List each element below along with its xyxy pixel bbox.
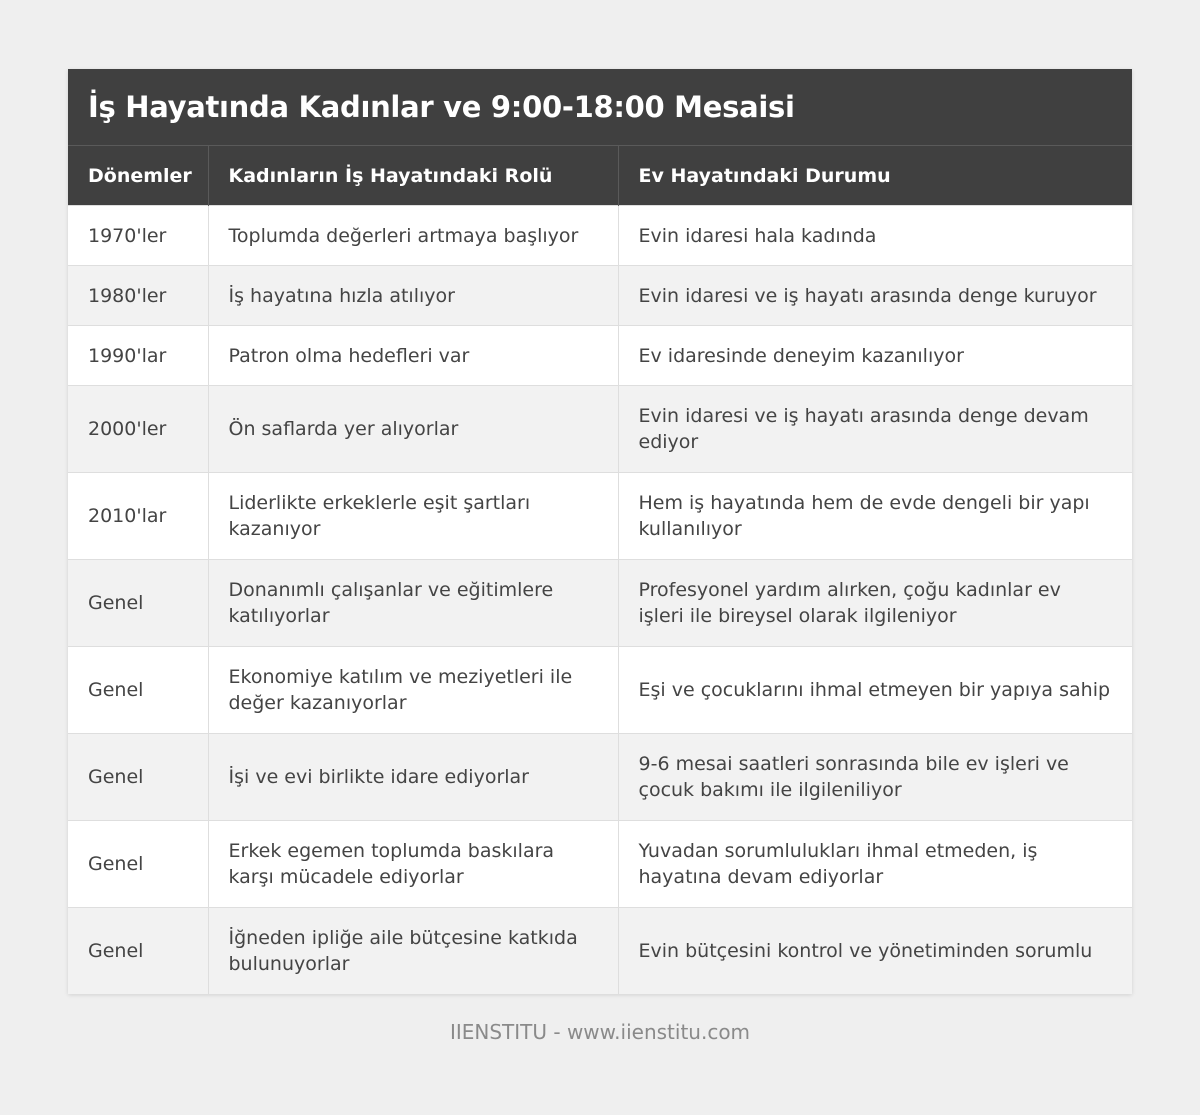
header-work-role: Kadınların İş Hayatındaki Rolü — [208, 146, 618, 206]
cell-home-status: Evin bütçesini kontrol ve yönetiminden sorumlu — [618, 908, 1132, 995]
table-row — [68, 647, 1132, 734]
table-row — [68, 326, 1132, 386]
cell-home-status: Ev idaresinde deneyim kazanılıyor — [618, 326, 1132, 386]
table-row — [68, 821, 1132, 908]
footer-credit: IIENSTITU - www.iienstitu.com — [449, 1020, 751, 1044]
cell-work-role: İşi ve evi birlikte idare ediyorlar — [208, 734, 618, 821]
header-period: Dönemler — [68, 146, 208, 206]
cell-home-status: Evin idaresi hala kadında — [618, 206, 1132, 266]
cell-period: Genel — [68, 560, 208, 647]
cell-home-status: Hem iş hayatında hem de evde dengeli bir yapı kullanılıyor — [618, 473, 1132, 560]
cell-home-status: Yuvadan sorumlulukları ihmal etmeden, iş hayatına devam ediyorlar — [618, 821, 1132, 908]
cell-period: Genel — [68, 908, 208, 995]
cell-work-role: Erkek egemen toplumda baskılara karşı mücadele ediyorlar — [208, 821, 618, 908]
cell-work-role: İğneden ipliğe aile bütçesine katkıda bulunuyorlar — [208, 908, 618, 995]
cell-period: 2000'ler — [68, 386, 208, 473]
cell-home-status: Eşi ve çocuklarını ihmal etmeyen bir yapıya sahip — [618, 647, 1132, 734]
table-row — [68, 908, 1132, 995]
header-home-status: Ev Hayatındaki Durumu — [638, 164, 891, 187]
cell-period: 2010'lar — [68, 473, 208, 560]
table-card — [68, 69, 1132, 994]
table-row — [68, 386, 1132, 473]
cell-period: Genel — [68, 821, 208, 908]
table-row — [68, 206, 1132, 266]
cell-period: 1990'lar — [68, 326, 208, 386]
header-row — [68, 146, 1132, 206]
cell-home-status: Profesyonel yardım alırken, çoğu kadınlar ev işleri ile bireysel olarak ilgileniyor — [618, 560, 1132, 647]
table-row — [68, 560, 1132, 647]
cell-period: 1970'ler — [68, 206, 208, 266]
cell-work-role: Ön saflarda yer alıyorlar — [208, 386, 618, 473]
cell-home-status: Evin idaresi ve iş hayatı arasında denge devam ediyor — [618, 386, 1132, 473]
table-title: İş Hayatında Kadınlar ve 9:00-18:00 Mesaisi — [68, 69, 1132, 146]
data-table — [68, 146, 1132, 994]
cell-period: Genel — [68, 647, 208, 734]
table-row — [68, 734, 1132, 821]
cell-work-role: Donanımlı çalışanlar ve eğitimlere katılıyorlar — [208, 560, 618, 647]
cell-home-status: Evin idaresi ve iş hayatı arasında denge kuruyor — [618, 266, 1132, 326]
cell-work-role: Patron olma hedefleri var — [208, 326, 618, 386]
cell-work-role: Ekonomiye katılım ve meziyetleri ile değer kazanıyorlar — [208, 647, 618, 734]
cell-home-status: 9-6 mesai saatleri sonrasında bile ev işleri ve çocuk bakımı ile ilgileniliyor — [618, 734, 1132, 821]
table-row — [68, 266, 1132, 326]
cell-work-role: Liderlikte erkeklerle eşit şartları kazanıyor — [208, 473, 618, 560]
table-row — [68, 473, 1132, 560]
cell-period: Genel — [68, 734, 208, 821]
cell-period: 1980'ler — [68, 266, 208, 326]
cell-work-role: Toplumda değerleri artmaya başlıyor — [208, 206, 618, 266]
cell-work-role: İş hayatına hızla atılıyor — [208, 266, 618, 326]
